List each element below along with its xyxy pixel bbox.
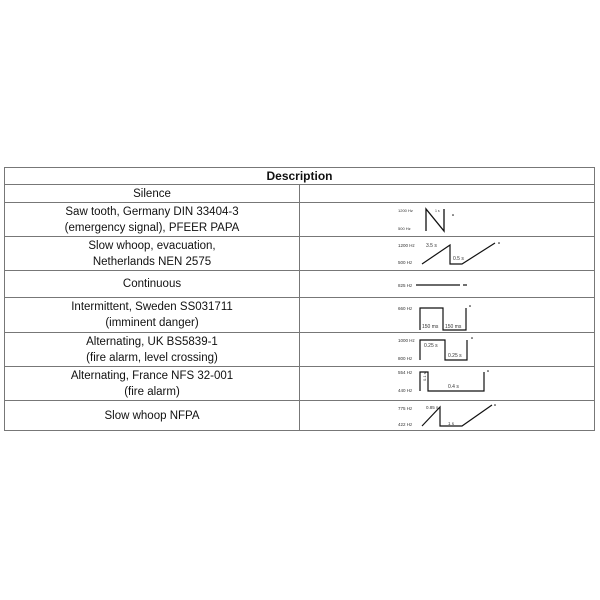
description-cell [5, 333, 300, 366]
description-cell [5, 237, 300, 270]
pattern-cell [300, 237, 594, 270]
freq-high-label: 554 Hz [398, 370, 413, 375]
description-cell [5, 367, 300, 400]
pause-time-label: 1 s [448, 421, 455, 426]
description-cell [5, 203, 300, 236]
description-line-2: Netherlands NEN 2575 [92, 255, 212, 268]
table-row-slow-whoop-nfpa [5, 401, 594, 430]
description-line-1: Continuous [122, 278, 182, 290]
sweep-time-label: 3.5 s [426, 243, 437, 249]
freq-high-label: 1000 Hz [398, 338, 415, 343]
repeat-dot [469, 305, 471, 307]
table-row-silence [5, 185, 594, 203]
pattern-cell [300, 203, 594, 236]
description-cell [5, 401, 300, 430]
table-row-continuous [5, 271, 594, 298]
table-row-slow-whoop-evacuation [5, 237, 594, 271]
freq-high-label: 1200 Hz [398, 243, 415, 248]
short-time-label: 0.1 s [422, 372, 427, 381]
description-line-1: Alternating, France NFS 32-001 [70, 369, 234, 382]
repeat-dot [498, 242, 500, 244]
description-line-1: Slow whoop, evacuation, [88, 239, 216, 252]
low-time-label: 0.25 s [448, 353, 462, 359]
intermittent-waveform [300, 298, 593, 332]
table-row-alternating-uk [5, 333, 594, 367]
description-line-1: Alternating, UK BS5839-1 [86, 335, 218, 348]
pattern-cell [300, 367, 594, 400]
description-line-1: Silence [133, 187, 171, 200]
description-cell [5, 271, 300, 297]
repeat-dot [487, 370, 489, 372]
slow-whoop-waveform [300, 237, 593, 270]
freq-low-label: 500 Hz [398, 226, 411, 231]
freq-high-label: 1200 Hz [398, 208, 413, 213]
freq-low-label: 440 Hz [398, 388, 413, 393]
long-time-label: 0.4 s [448, 384, 459, 390]
repeat-dot [471, 337, 473, 339]
description-line-1: Slow whoop NFPA [104, 409, 200, 422]
description-line-2: (imminent danger) [105, 317, 199, 329]
pattern-cell [300, 271, 594, 297]
slow-whoop-nfpa-waveform [300, 401, 593, 430]
description-line-1: Intermittent, Sweden SS031711 [71, 301, 233, 313]
pattern-cell [300, 401, 594, 430]
pause-time-label: 0.5 s [453, 256, 464, 262]
saw-tooth-waveform [300, 203, 593, 236]
description-line-1: Saw tooth, Germany DIN 33404-3 [65, 205, 239, 218]
description-cell [5, 185, 300, 202]
table-row-alternating-france [5, 367, 594, 401]
table-header: Description [5, 168, 594, 185]
description-line-2: (emergency signal), PFEER PAPA [64, 221, 240, 234]
alternating-france-waveform [300, 367, 593, 400]
sweep-time-label: 0.85 s [426, 405, 439, 410]
pattern-cell [300, 298, 594, 332]
freq-label: 660 Hz [398, 306, 413, 311]
table-row-intermittent [5, 298, 594, 333]
alternating-uk-waveform [300, 333, 593, 366]
description-cell [5, 298, 300, 332]
freq-low-label: 800 Hz [398, 356, 413, 361]
repeat-dot [494, 404, 496, 406]
freq-label: 825 Hz [398, 283, 413, 288]
signal-table [4, 167, 595, 431]
table-row-saw-tooth [5, 203, 594, 237]
description-line-2: (fire alarm) [124, 385, 180, 398]
pattern-cell-empty [300, 185, 594, 202]
high-time-label: 0.25 s [424, 343, 438, 349]
pattern-cell [300, 333, 594, 366]
repeat-dot [452, 214, 454, 216]
off-time-label: 150 ms [445, 324, 462, 330]
time-label: 1 s [435, 209, 440, 213]
on-time-label: 150 ms [422, 324, 439, 330]
freq-low-label: 422 Hz [398, 422, 413, 427]
freq-high-label: 775 Hz [398, 406, 413, 411]
description-line-2: (fire alarm, level crossing) [86, 351, 218, 364]
continuous-waveform [300, 271, 593, 297]
freq-low-label: 500 Hz [398, 260, 413, 265]
